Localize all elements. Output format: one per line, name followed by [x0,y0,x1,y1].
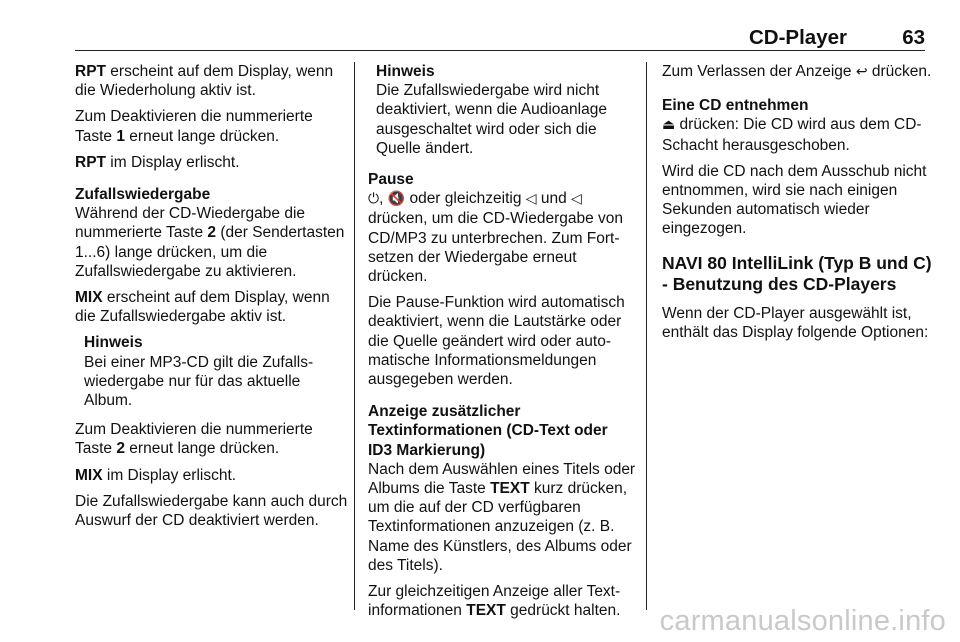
paragraph-text-button: Nach dem Auswählen eines Titels oder Albums die Taste TEXT kurz drücken, um die auf der CD verfügbaren Textinformationen anzuzeigen (z. B. Name des Künstlers, des Albums oder des Titels). [368,460,636,574]
paragraph-mix-activate: Während der CD-Wiedergabe die nummerierte Taste 2 (der Sendertasten 1...6) lange drücken, um die Zufallswiedergabe zu aktivieren. [75,205,345,280]
page-header [75,24,925,51]
paragraph-rpt-off: RPT im Display erlischt. [75,153,240,171]
paragraph-mix-active: MIX erscheint auf dem Display, wenn die Zufallswiedergabe aktiv ist. [75,289,330,326]
paragraph-eject: ⏏ drücken: Die CD wird aus dem CD-Schacht herausgeschoben. [662,116,922,154]
eject-icon: ⏏ [662,117,676,134]
paragraph-exit-display: Zum Verlassen der Anzeige ↩ drücken. [662,63,932,80]
note-zufall-persist [368,62,636,158]
paragraph-text-hold: Zur gleichzeitigen Anzeige aller Textinformationen TEXT gedrückt halten. [368,583,621,620]
note-title: Hinweis [376,63,435,80]
column-2 [368,62,636,627]
back-icon: ↩ [855,64,868,80]
page-number: 63 [902,26,925,49]
paragraph-mix-off: MIX im Display erlischt. [75,466,237,484]
paragraph-auto-retract: Wird die CD nach dem Ausschub nicht entnommen, wird sie nach einigen Sekunden automatisch wieder eingezogen. [662,162,927,238]
column-3 [662,62,932,349]
heading-navi80: NAVI 80 IntelliLink (Typ B und C) - Benutzung des CD-Players [662,252,932,294]
paragraph-pause-auto-off: Die Pause-Funktion wird automatisch deaktiviert, wenn die Lautstärke oder die Quelle geändert wird oder automatische Informationsmeldungen ausgegeben werden. [368,294,625,389]
volume-down-icon: ◁ [571,191,582,208]
paragraph-navi-options: Wenn der CD-Player ausgewählt ist, enthält das Display folgende Optionen: [662,304,929,341]
note-text: Bei einer MP3-CD gilt die Zufallswiedergabe nur für das aktuelle Album. [84,353,314,410]
heading-cd-entnehmen: Eine CD entnehmen [662,97,809,115]
mute-icon: 🔇 [387,191,406,208]
heading-anzeige-text: Anzeige zusätzlicher Textinformationen (CD-Text oder ID3 Markierung) [368,403,608,459]
note-mp3 [75,333,350,410]
note-title: Hinweis [84,334,143,352]
heading-zufallswiedergabe: Zufallswiedergabe [75,186,211,204]
column-divider-1 [354,62,355,610]
paragraph-pause: ⏻, 🔇 oder gleichzeitig ◁ und ◁ drücken, um die CD-Wiedergabe von CD/MP3 zu unterbrechen. Zum Fortsetzen der Wiedergabe erneut drücken. [368,190,624,286]
note-text: Die Zufallswiedergabe wird nicht deaktiviert, wenn die Audioanlage ausgeschaltet wird oder sich die Quelle ändert. [376,82,607,157]
paragraph-rpt-deactivate: Zum Deaktivieren die nummerierte Taste 1 erneut lange drücken. [75,108,313,145]
section-title: CD-Player [749,26,847,49]
heading-pause: Pause [368,171,414,189]
power-icon: ⏻ [368,191,380,208]
paragraph-mix-eject: Die Zufallswiedergabe kann auch durch Auswurf der CD deaktiviert werden. [75,492,348,530]
column-divider-2 [646,62,647,610]
volume-down-icon: ◁ [525,191,537,208]
paragraph-rpt-active: RPT erscheint auf dem Display, wenn die Wiederholung aktiv ist. [75,63,334,100]
column-1 [75,62,350,537]
watermark: carmanualsonline.info [659,605,946,637]
paragraph-mix-deactivate: Zum Deaktivieren die nummerierte Taste 2 erneut lange drücken. [75,421,313,458]
